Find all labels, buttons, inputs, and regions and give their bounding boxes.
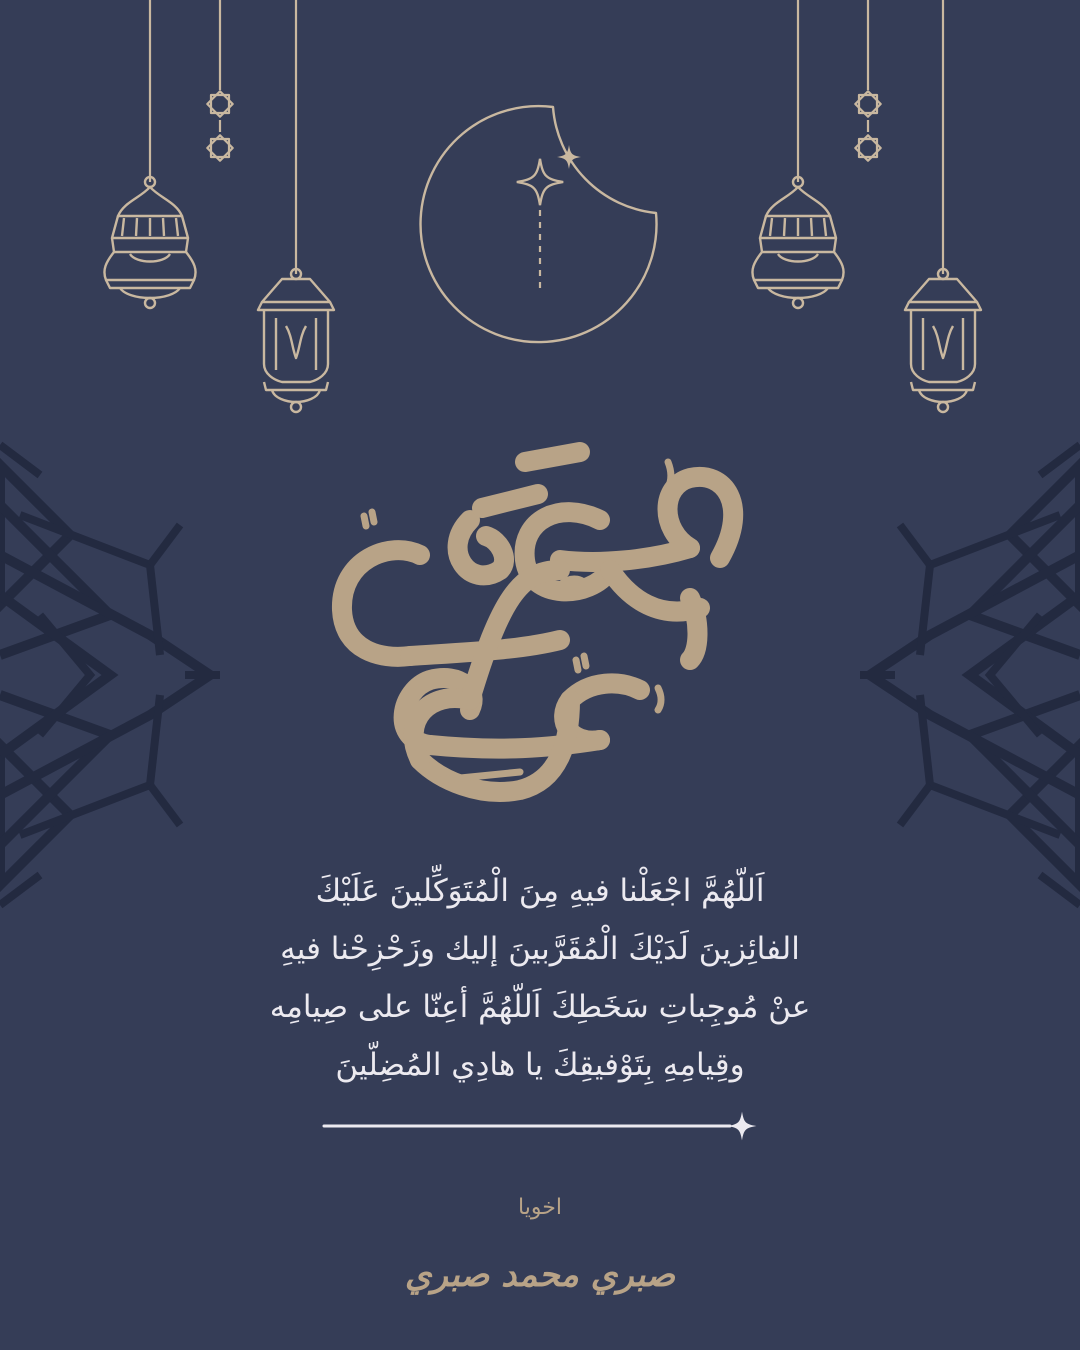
dua-line-3: عنْ مُوجِباتِ سَخَطِكَ اَللّهُمَّ أعِنّا على صِيامِه: [269, 989, 811, 1025]
dua-line-4: وقِيامِهِ بِتَوْفيقِكَ يا هادِي المُضِلّينَ: [335, 1047, 745, 1083]
sender-name: صبري محمد صبري: [404, 1255, 676, 1295]
dua-line-1: اَللّهُمَّ اجْعَلْنا فيهِ مِنَ الْمُتَوَكِّلينَ عَلَيْكَ: [315, 873, 765, 909]
from-label: اخويا: [518, 1195, 562, 1220]
sparkle-star-icon: [728, 1112, 757, 1141]
divider-line: [320, 1108, 760, 1148]
dua-text: [140, 862, 940, 1094]
dua-line-2: الفائِزينَ لَدَيْكَ الْمُقَرَّبينَ إليك وزَحْزِحْنا فيهِ: [280, 931, 800, 967]
